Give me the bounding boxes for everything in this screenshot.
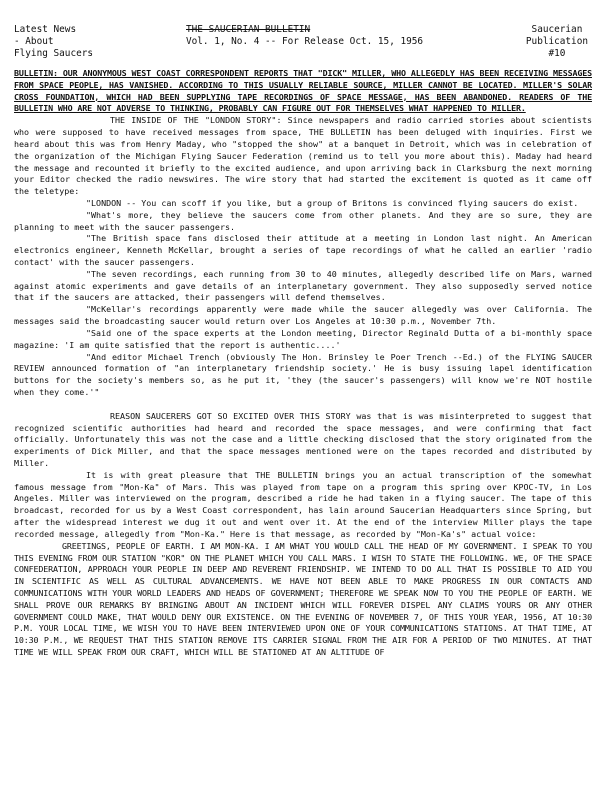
paragraph-quote-1: "LONDON -- You can scoff if you like, but a group of Britons is convinced flying saucers do exist.	[86, 197, 579, 208]
paragraph-london-story: THE INSIDE OF THE "LONDON STORY": Since newspapers and radio carried stories about scientists who were supposed to have received messages from space, THE BULLETIN has been deluged with inquiries. First we heard about this was from Henry Maday, who "stopped the show" at a banquet in Detroit, which was in celebration of the organization of the Michigan Flying Saucer Federation (remind us to tell you more about this). Maday had heard the message and recounted it briefly to the excited audience, and upon arriving back in Clarksburg the next morning your Editor checked the radio newswires. The wire story that had started the excitement is quoted as it came off the teletype:	[14, 115, 592, 197]
header-right-line3: #10	[548, 48, 566, 60]
header-right-line1: Saucerian	[531, 24, 583, 35]
header-left-line2: - About	[14, 36, 54, 48]
paragraph-quote-3: "The British space fans disclosed their attitude at a meeting in London last night. An American electronics engineer, Kenneth McKellar, brought a series of tape recordings of what he called an earlier 'radio contact' with the saucer passengers.	[14, 233, 592, 267]
header-left-line1: Latest News	[14, 24, 77, 35]
header-right-line2: Publication	[525, 36, 588, 48]
section-gap	[14, 399, 592, 411]
paragraph-transcription-intro: It is with great pleasure that THE BULLETIN brings you an actual transcription of the somewhat famous message from "Mon-Ka" of Mars. This was played from tape on a program this spring over KPOC-TV, in Los Angeles. Miller was interviewed on the program, described a ride he had taken in a flying saucer. The tape of this broadcast, recorded for us by a West Coast correspondent, has lain around Saucerian Headquarters since Spring, but after the widespread interest we dug it out and went over it. At the end of the interview Miller plays the tape recorded message, allegedly from "Mon-Ka." Here is that message, as recorded by "Mon-Ka's" actual voice:	[14, 469, 592, 539]
masthead-title: THE SAUCERIAN BULLETIN	[186, 24, 311, 35]
paragraph-quote-7: "And editor Michael Trench (obviously The Hon. Brinsley le Poer Trench --Ed.) of the FLYING SAUCER REVIEW announced formation of "an interplanetary friendship society.' He is busy issuing lapel identification buttons for the society's members so, as he put it, 'they (the saucer's passengers) will know we're NOT hostile when they come.'"	[14, 351, 592, 397]
bulletin-notice: BULLETIN: OUR ANONYMOUS WEST COAST CORRESPONDENT REPORTS THAT "DICK" MILLER, WHO ALLEGEDLY HAS BEEN RECEIVING MESSAGES FROM SPACE PEOPLE, HAS VANISHED. ACCORDING TO THIS USUALLY RELIABLE SOURCE, MILLER CANNOT BE LOCATED. MILLER'S SOLAR CROSS FOUNDATION, WHICH HAD BEEN SUPPLYING TAPE RECORDINGS OF SPACE MESSAGE, HAS BEEN ABANDONED. READERS OF THE BULLETIN WHO ARE NOT ADVERSE TO THINKING, PROBABLY CAN FIGURE OUT FOR THEMSELVES WHAT HAPPENED TO MILLER.	[14, 68, 592, 114]
paragraph-reason: REASON SAUCERERS GOT SO EXCITED OVER THIS STORY was that is was misinterpreted to suggest that recognized scientific authorities had heard and recorded the space messages, and were confirming that fact officially. Unfortunately this was not the case and a little checking disclosed that the story originated from the experiments of Dick Miller, and that the space messages mentioned were on the tapes recorded and distributed by Miller.	[14, 410, 592, 468]
header-left-line3: Flying Saucers	[14, 48, 94, 60]
paragraph-quote-6: "Said one of the space experts at the London meeting, Director Reginald Dutta of a bi-monthly space magazine: 'I am quite satisfied that the report is authentic....'	[14, 327, 592, 350]
paragraph-quote-4: "The seven recordings, each running from 30 to 40 minutes, allegedly described life on Mars, warned against atomic experiments and gave details of an interplanetary government. They also supposedly served notice that if the saucers are attacked, their passengers will defend themselves.	[14, 268, 592, 303]
issue-line: Vol. 1, No. 4 -- For Release Oct. 15, 1956	[186, 36, 424, 48]
paragraph-quote-5: "McKellar's recordings apparently were made while the saucer allegedly was over California. The messages said the broadcasting saucer would return over Los Angeles at 10:30 p.m., November 7th.	[14, 304, 592, 327]
paragraph-quote-2: "What's more, they believe the saucers come from other planets. And they are so sure, they are planning to meet with the saucer passengers.	[14, 209, 592, 232]
paragraph-monka-message: GREETINGS, PEOPLE OF EARTH. I AM MON-KA. I AM WHAT YOU WOULD CALL THE HEAD OF MY GOVERNMENT. I SPEAK TO YOU THIS EVENING FROM OUR STATION "KOR" ON THE PLANET WHICH YOU CALL MARS. I WISH TO STATE THE FOLLOWING. WE, OF THE SPACE CONFEDERATION, APPROACH YOUR PEOPLE IN DEEP AND REVERENT FRIENDSHIP. WE INTEND TO DO ALL THAT IS POSSIBLE TO AID YOU IN SCIENTIFIC AS WELL AS CULTURAL ADVANCEMENTS. WE HAVE NOT BEEN ABLE TO MAKE PROGRESS IN OUR CONTACTS AND COMMUNICATIONS WITH YOUR WORLD LEADERS AND HEADS OF GOVERNMENT; THEREFORE WE SPEAK NOW TO YOU THE PEOPLE OF EARTH. WE SHALL PROVE OUR REMARKS BY BRINGING ABOUT AN INCIDENT WHICH WILL FOREVER DISPEL ANY CLAIMS YOURS OR ANY OTHER GOVERNMENT COULD MAKE, THAT WOULD DENY OUR EXISTENCE. ON THE EVENING OF NOVEMBER 7, OF THIS YOUR YEAR, 1956, AT 10:30 P.M. YOUR LOCAL TIME, WE WISH YOU TO HAVE BEEN INTERVIEWED UPON ONE OF YOUR COMMUNICATIONS STATIONS. AT THAT TIME, AT 10:30 P.M., WE REQUEST THAT THIS STATION REMOVE ITS CARRIER SIGNAL FROM THE AIR FOR A PERIOD OF TWO MINUTES. AT THAT TIME WE WILL SPEAK FROM OUR CRAFT, WHICH WILL BE STATIONED AT AN ALTITUDE OF	[14, 540, 592, 657]
header-right	[526, 24, 588, 61]
article-body	[14, 68, 592, 659]
header-center	[186, 24, 446, 48]
header-left	[14, 24, 93, 61]
